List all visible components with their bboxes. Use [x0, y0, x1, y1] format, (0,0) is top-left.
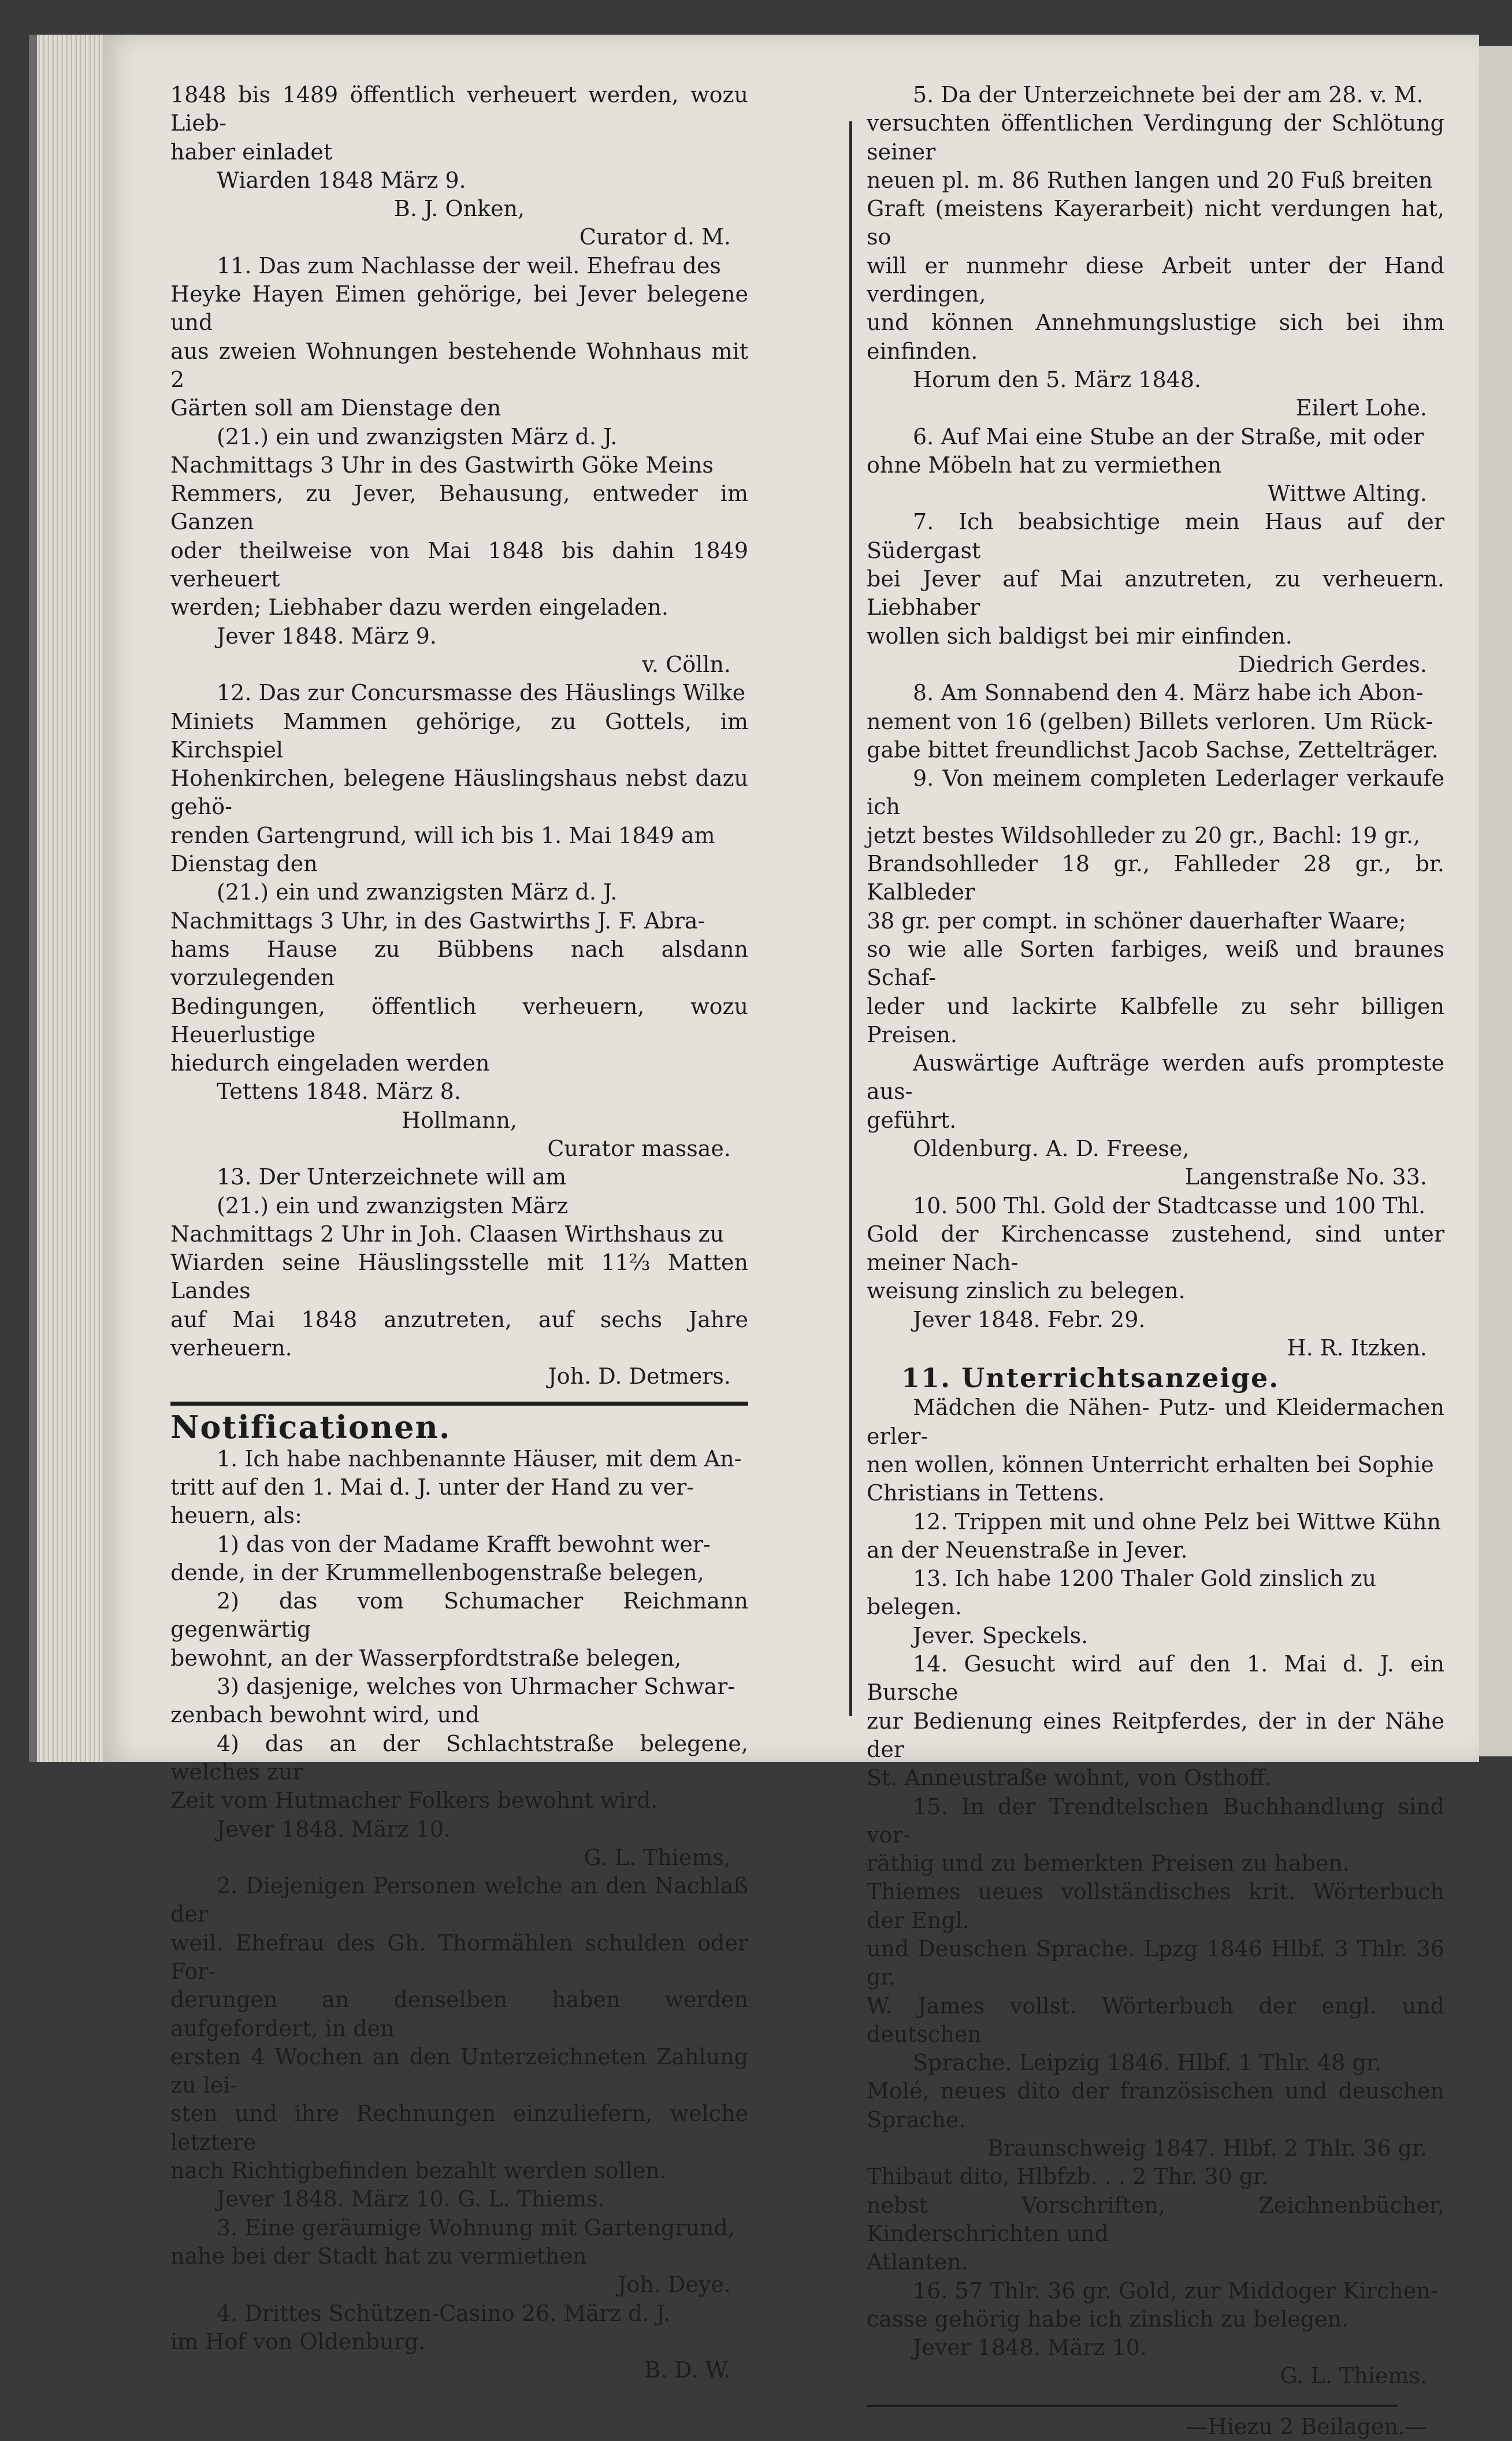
text-line: Zeit vom Hutmacher Folkers bewohnt wird.	[170, 1788, 658, 1814]
text-line: 5. Da der Unterzeichnete bei der am 28. v. M.	[913, 82, 1424, 107]
text-line: sten und ihre Rechnungen einzuliefern, welche letztere	[170, 2101, 748, 2155]
text-line: zur Bedienung eines Reitpferdes, der in der Nähe der	[867, 1708, 1444, 1762]
text-line: 12. Trippen mit und ohne Pelz bei Wittwe Kühn	[913, 1509, 1441, 1535]
text-line: Jever 1848. März 9.	[217, 623, 437, 649]
text-line: aus zweien Wohnungen bestehende Wohnhaus mit 2	[170, 338, 748, 392]
text-line: gabe bittet freundlichst Jacob Sachse, Zettelträger.	[867, 737, 1439, 763]
text-line: 38 gr. per compt. in schöner dauerhafter Waare;	[867, 908, 1406, 934]
section-rule	[867, 2405, 1398, 2407]
text-line: nach Richtigbefinden bezahlt werden sollen.	[170, 2158, 667, 2184]
text-line: Oldenburg. A. D. Freese,	[913, 1135, 1190, 1161]
text-line: (21.) ein und zwanzigsten März d. J.	[217, 423, 618, 449]
text-line: bewohnt, an der Wasserpfordtstraße belegen,	[170, 1645, 682, 1671]
text-line: Hohenkirchen, belegene Häuslingshaus nebst dazu gehö-	[170, 766, 748, 820]
text-line: 10. 500 Thl. Gold der Stadtcasse und 100 Thl.	[913, 1192, 1426, 1218]
text-line: H. R. Itzken.	[1287, 1335, 1427, 1361]
text-line: B. D. W.	[644, 2357, 731, 2383]
text-line: 3) dasjenige, welches von Uhrmacher Schwar-	[217, 1674, 735, 1700]
text-line: Tettens 1848. März 8.	[217, 1079, 461, 1105]
text-line: Atlanten.	[867, 2249, 968, 2275]
text-line: 1848 bis 1489 öffentlich verheuert werden, wozu Lieb-	[170, 82, 748, 136]
text-line: oder theilweise von Mai 1848 bis dahin 1849 verheuert	[170, 537, 748, 592]
text-line: im Hof von Oldenburg.	[170, 2328, 426, 2354]
text-line: —Hiezu 2 Beilagen.—	[1186, 2413, 1427, 2439]
text-line: Wiarden 1848 März 9.	[217, 167, 466, 193]
text-line: Heyke Hayen Eimen gehörige, bei Jever belegene und	[170, 281, 748, 336]
text-line: dende, in der Krummellenbogenstraße belegen,	[170, 1559, 704, 1585]
text-line: 13. Der Unterzeichnete will am	[217, 1164, 567, 1190]
text-line: Graft (meistens Kayerarbeit) nicht verdungen hat, so	[867, 196, 1444, 250]
text-line: Nachmittags 3 Uhr, in des Gastwirths J. F. Abra-	[170, 908, 705, 934]
text-line: Christians in Tettens.	[867, 1480, 1105, 1506]
text-line: 1) das von der Madame Krafft bewohnt wer-	[217, 1531, 711, 1557]
text-line: nebst Vorschriften, Zeichnenbücher, Kinderschrichten und	[867, 2192, 1444, 2246]
text-line: Joh. D. Detmers.	[548, 1363, 731, 1389]
text-line: 16. 57 Thlr. 36 gr. Gold, zur Middoger Kirchen-	[913, 2277, 1438, 2303]
text-line: Joh. Deye.	[618, 2272, 731, 2298]
text-line: B. J. Onken,	[393, 196, 525, 222]
text-line: 14. Gesucht wird auf den 1. Mai d. J. ein Bursche	[867, 1651, 1444, 1706]
text-line: v. Cölln.	[642, 651, 731, 677]
text-line: Bedingungen, öffentlich verheuern, wozu Heuerlustige	[170, 993, 748, 1047]
text-line: Nachmittags 2 Uhr in Joh. Claasen Wirthshaus zu	[170, 1221, 725, 1247]
text-line: an der Neuenstraße in Jever.	[867, 1537, 1188, 1563]
text-line: derungen an denselben haben werden aufgefordert, in den	[170, 1987, 748, 2041]
text-line: Remmers, zu Jever, Behausung, entweder im Ganzen	[170, 481, 748, 535]
text-line: W. James vollst. Wörterbuch der engl. und deutschen	[867, 1993, 1444, 2047]
text-line: 1. Ich habe nachbenannte Häuser, mit dem An-	[217, 1446, 742, 1472]
text-line: Wiarden seine Häuslingsstelle mit 11⅔ Matten Landes	[170, 1250, 748, 1304]
text-line: Jever 1848. März 10.	[913, 2335, 1147, 2361]
text-line: G. L. Thiems.	[1280, 2363, 1427, 2389]
text-line: Horum den 5. März 1848.	[913, 366, 1202, 392]
text-line: ersten 4 Wochen an den Unterzeichneten Zahlung zu lei-	[170, 2044, 748, 2098]
text-line: 15. In der Trendtelschen Buchhandlung sind vor-	[867, 1793, 1444, 1848]
text-line: belegen.	[867, 1594, 962, 1620]
text-line: ohne Möbeln hat zu vermiethen	[867, 452, 1222, 478]
text-line: Diedrich Gerdes.	[1238, 651, 1427, 677]
text-line: und Deuschen Sprache. Lpzg 1846 Hlbf. 3 Thlr. 36 gr.	[867, 1936, 1444, 1990]
text-line: Wittwe Alting.	[1267, 481, 1427, 507]
section-rule	[170, 1402, 748, 1406]
text-line: 3. Eine geräumige Wohnung mit Gartengrund,	[217, 2215, 735, 2241]
text-line: räthig und zu bemerkten Preisen zu haben.	[867, 1851, 1350, 1877]
text-line: nen wollen, können Unterricht erhalten bei Sophie	[867, 1451, 1434, 1477]
text-line: St. Anneustraße wohnt, von Osthoff.	[867, 1765, 1272, 1791]
text-line: Auswärtige Aufträge werden aufs prompteste aus-	[867, 1050, 1444, 1105]
text-line: 4) das an der Schlachtstraße belegene, welches zur	[170, 1730, 748, 1785]
text-line: (21.) ein und zwanzigsten März	[217, 1192, 569, 1218]
text-line: Miniets Mammen gehörige, zu Gottels, im Kirchspiel	[170, 708, 748, 763]
text-line: 2) das vom Schumacher Reichmann gegenwärtig	[170, 1588, 748, 1643]
text-line: G. L. Thiems,	[584, 1844, 731, 1870]
text-line: versuchten öffentlichen Verdingung der Schlötung seiner	[867, 110, 1444, 165]
text-line: (21.) ein und zwanzigsten März d. J.	[217, 879, 618, 905]
text-line: Nachmittags 3 Uhr in des Gastwirth Göke Meins	[170, 452, 714, 478]
text-line: Thibaut dito, Hlbfzb. . . 2 Thr. 30 gr.	[867, 2164, 1269, 2190]
text-line: Langenstraße No. 33.	[1184, 1164, 1427, 1190]
text-line: 12. Das zur Concursmasse des Häuslings Wilke	[217, 680, 746, 706]
text-line: Gärten soll am Dienstage den	[170, 395, 501, 421]
text-line: Jever. Speckels.	[913, 1622, 1089, 1648]
right-column	[867, 81, 1444, 2441]
text-line: 4. Drittes Schützen-Casino 26. März d. J.	[217, 2300, 671, 2326]
text-line: weil. Ehefrau des Gh. Thormählen schulden oder For-	[170, 1930, 748, 1984]
section-heading: Notificationen.	[170, 1408, 451, 1446]
text-line: bei Jever auf Mai anzutreten, zu verheuern. Liebhaber	[867, 566, 1444, 621]
text-line: 11. Das zum Nachlasse der weil. Ehefrau des	[217, 252, 721, 278]
text-line: Gold der Kirchencasse zustehend, sind unter meiner Nach-	[867, 1221, 1444, 1276]
text-line: 13. Ich habe 1200 Thaler Gold zinslich zu	[913, 1566, 1377, 1592]
text-line: 9. Von meinem completen Lederlager verkaufe ich	[867, 766, 1444, 820]
text-line: zenbach bewohnt wird, und	[170, 1702, 480, 1728]
text-line: nement von 16 (gelben) Billets verloren. Um Rück-	[867, 708, 1433, 734]
text-line: geführt.	[867, 1107, 957, 1133]
text-line: Jever 1848. März 10. G. L. Thiems.	[217, 2186, 605, 2212]
text-line: Curator massae.	[547, 1135, 731, 1161]
text-line: Thiemes ueues vollständisches krit. Wörterbuch der Engl.	[867, 1879, 1444, 1933]
text-line: werden; Liebhaber dazu werden eingeladen.	[170, 595, 668, 621]
text-line: Jever 1848. März 10.	[217, 1816, 451, 1842]
text-line: 7. Ich beabsichtige mein Haus auf der Südergast	[867, 509, 1444, 563]
text-line: 8. Am Sonnabend den 4. März habe ich Abon-	[913, 680, 1424, 706]
text-line: will er nunmehr diese Arbeit unter der Hand verdingen,	[867, 252, 1444, 307]
text-line: casse gehörig habe ich zinslich zu belegen.	[867, 2306, 1349, 2332]
text-line: Molé, neues dito der französischen und deuschen Sprache.	[867, 2078, 1444, 2132]
left-column	[170, 81, 748, 2384]
text-line: und können Annehmungslustige sich bei ihm einfinden.	[867, 310, 1444, 364]
text-line: haber einladet	[170, 139, 333, 165]
text-line: neuen pl. m. 86 Ruthen langen und 20 Fuß breiten	[867, 167, 1433, 193]
text-line: weisung zinslich zu belegen.	[867, 1278, 1186, 1304]
text-line: leder und lackirte Kalbfelle zu sehr billigen Preisen.	[867, 993, 1444, 1047]
section-heading: 11. Unterrichtsanzeige.	[901, 1362, 1280, 1394]
text-line: renden Gartengrund, will ich bis 1. Mai 1849 am	[170, 822, 715, 848]
text-line: Dienstag den	[170, 851, 318, 877]
text-line: tritt auf den 1. Mai d. J. unter der Hand zu ver-	[170, 1474, 694, 1500]
text-line: Eilert Lohe.	[1295, 395, 1427, 421]
text-line: Hollmann,	[401, 1107, 518, 1133]
text-line: wollen sich baldigst bei mir einfinden.	[867, 623, 1292, 649]
text-line: 2. Diejenigen Personen welche an den Nachlaß der	[170, 1873, 748, 1927]
text-line: Curator d. M.	[579, 224, 731, 250]
text-line: Mädchen die Nähen- Putz- und Kleidermachen erler-	[867, 1395, 1444, 1449]
text-line: nahe bei der Stadt hat zu vermiethen	[170, 2243, 587, 2269]
text-line: hams Hause zu Bübbens nach alsdann vorzulegenden	[170, 936, 748, 991]
text-line: hiedurch eingeladen werden	[170, 1050, 490, 1076]
column-divider	[849, 121, 852, 1716]
text-line: jetzt bestes Wildsohlleder zu 20 gr., Bachl: 19 gr.,	[867, 822, 1421, 848]
facing-page-edge	[1479, 46, 1512, 1756]
text-line: Brandsohlleder 18 gr., Fahlleder 28 gr., br. Kalbleder	[867, 851, 1444, 905]
text-line: heuern, als:	[170, 1503, 302, 1529]
text-line: Braunschweig 1847. Hlbf. 2 Thlr. 36 gr.	[987, 2135, 1427, 2161]
text-line: Jever 1848. Febr. 29.	[913, 1306, 1146, 1332]
text-line: auf Mai 1848 anzutreten, auf sechs Jahre verheuern.	[170, 1306, 748, 1361]
text-line: 6. Auf Mai eine Stube an der Straße, mit oder	[913, 423, 1424, 449]
text-line: so wie alle Sorten farbiges, weiß und braunes Schaf-	[867, 936, 1444, 991]
text-line: Sprache. Leipzig 1846. Hlbf. 1 Thlr. 48 gr.	[913, 2050, 1381, 2076]
